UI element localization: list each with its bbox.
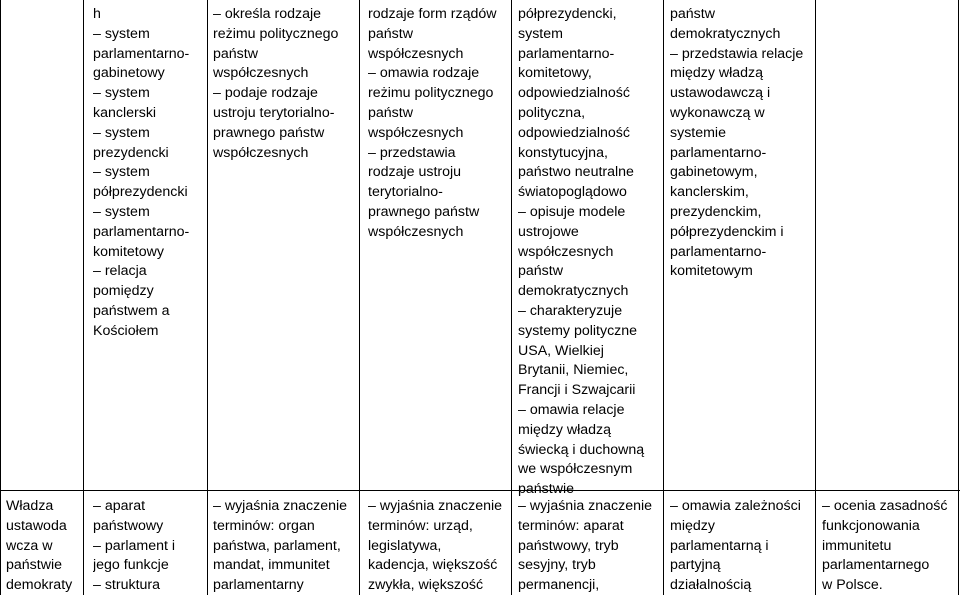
table-cell-basic-requirements: – wyjaśnia znaczenie terminów: organ państwa, parlament, mandat, immunitet parlamentarny xyxy=(213,498,348,594)
table-border xyxy=(0,0,1,595)
table-cell-extended-requirements: rodzaje form rządów państw współczesnych – omawia rodzaje reżimu politycznego państw współczesnych – przedstawia rodzaje ustroju terytorialno- prawnego państw współczesnych xyxy=(368,6,497,240)
column-divider xyxy=(663,0,664,595)
table-cell-basic-requirements: – określa rodzaje reżimu politycznego państw współczesnych – podaje rodzaje ustroju terytorialno- prawnego państw współczesnych xyxy=(213,6,339,161)
column-divider xyxy=(83,0,84,595)
table-cell-complete-requirements: półprezydencki, system parlamentarno- komitetowy, odpowiedzialność polityczna, odpowiedzialność konstytucyjna, państwo neutralne światopoglądowo – opisuje modele ustrojowe współczesnych państw demokratycznych – charakteryzuje systemy polityczne USA, Wielkiej Brytanii, Niemiec, Francji i Szwajcarii – omawia relacje między władzą świecką i duchowną we współczesnym państwie xyxy=(518,6,645,498)
table-cell-excellent-requirements: – ocenia zasadność funkcjonowania immunitetu parlamentarnego w Polsce. xyxy=(822,498,948,594)
column-divider xyxy=(359,0,360,595)
table-cell-advanced-requirements: – omawia zależności między parlamentarną i partyjną działalnością xyxy=(670,498,801,594)
row-divider xyxy=(0,490,960,491)
column-divider xyxy=(511,0,512,595)
column-divider xyxy=(207,0,208,595)
table-cell-topic: h – system parlamentarno- gabinetowy – system kanclerski – system prezydencki – system półprezydencki – system parlamentarno- komitetowy – relacja pomiędzy państwem a Kościołem xyxy=(93,6,190,339)
table-cell-advanced-requirements: państw demokratycznych – przedstawia relacje między władzą ustawodawczą i wykonawczą w systemie parlamentarno- gabinetowym, kanclerskim, prezydenckim, półprezydenckim i parlamentarno- komitetowym xyxy=(670,6,804,280)
table-cell-topic: – aparat państwowy – parlament i jego funkcje – struktura xyxy=(93,498,176,594)
table-cell-complete-requirements: – wyjaśnia znaczenie terminów: aparat państwowy, tryb sesyjny, tryb permanencji, xyxy=(518,498,653,594)
table-border xyxy=(958,0,959,595)
column-divider xyxy=(815,0,816,595)
table-cell-extended-requirements: – wyjaśnia znaczenie terminów: urząd, legislatywa, kadencja, większość zwykła, większość xyxy=(368,498,503,594)
table-cell-section: Władza ustawoda wcza w państwie demokraty xyxy=(6,498,73,594)
